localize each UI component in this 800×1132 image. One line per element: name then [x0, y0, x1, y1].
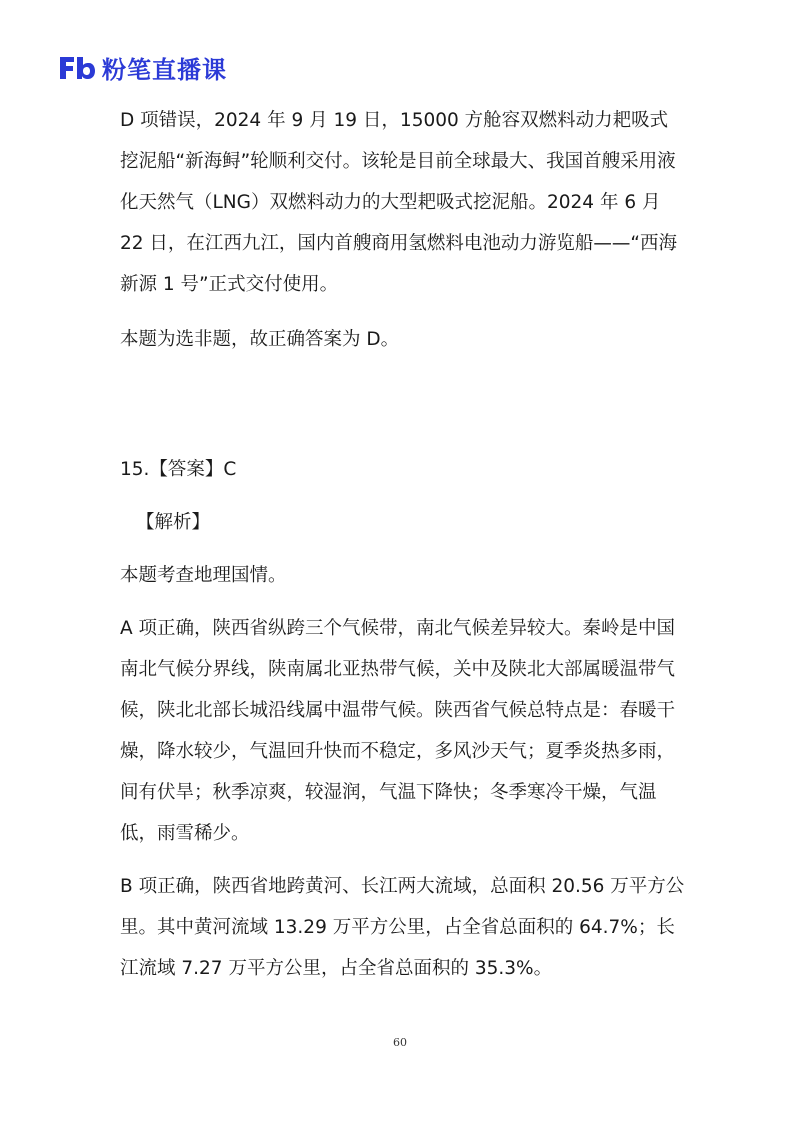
paragraph-option-d: D 项错误，2024 年 9 月 19 日，15000 方舱容双燃料动力耙吸式挖泥船“新海鲟”轮顺利交付。该轮是目前全球最大、我国首艘采用液化天然气（LNG）双燃料动力的大型耙吸式挖泥船。2024 年 6 月 22 日，在江西九江，国内首艘商用氢燃料电池动力游览船——“西海新源 1 号”正式交付使用。: [120, 110, 678, 295]
fb-logo-icon: [58, 53, 96, 83]
paragraph-option-a: A 项正确，陕西省纵跨三个气候带，南北气候差异较大。秦岭是中国南北气候分界线，陕南属北亚热带气候，关中及陕北大部属暖温带气候，陕北北部长城沿线属中温带气候。陕西省气候总特点是：春暖干燥，降水较少，气温回升快而不稳定，多风沙天气；夏季炎热多雨，间有伏旱；秋季凉爽，较湿润，气温下降快；冬季寒冷干燥，气温低，雨雪稀少。: [120, 618, 676, 844]
paragraph-option-b: B 项正确，陕西省地跨黄河、长江两大流域，总面积 20.56 万平方公里。其中黄河流域 13.29 万平方公里，占全省总面积的 64.7%；长江流域 7.27 万平方公里，占全省总面积的 35.3%。: [120, 876, 685, 979]
brand-name: 粉笔直播课: [102, 56, 227, 84]
header: [58, 50, 227, 85]
paragraph-conclusion: 本题为选非题，故正确答案为 D。: [120, 329, 400, 350]
paragraph-topic: 本题考查地理国情。: [120, 565, 287, 586]
question-answer-heading: 15.【答案】C: [120, 459, 237, 480]
analysis-heading: 【解析】: [136, 512, 211, 533]
page-number: 60: [393, 1036, 407, 1049]
document-body: [120, 100, 686, 989]
